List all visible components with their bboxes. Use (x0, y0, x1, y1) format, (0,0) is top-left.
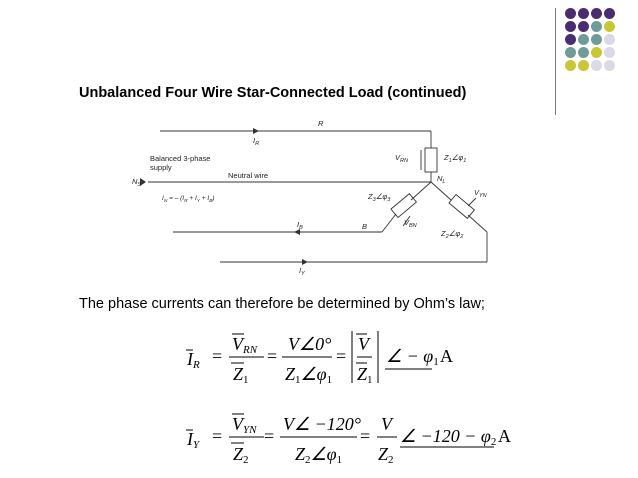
eq1-frac2-num: V∠0° (288, 334, 332, 354)
eq2-frac2-den: Z2∠φ1 (295, 444, 343, 466)
eq2-unit: A (498, 426, 511, 446)
label-ib: $I_B$ (297, 220, 303, 231)
svg-text:=: = (267, 346, 278, 366)
label-z3: $Z_3\angle\varphi_3$ (368, 192, 391, 203)
label-ns: $N_S$ (132, 177, 142, 188)
label-supply-1: Balanced 3-phase (150, 154, 211, 163)
svg-text:=: = (360, 426, 371, 446)
svg-text:=: = (212, 346, 223, 366)
eq1-frac1-den: Z1 (233, 364, 249, 386)
label-r: R (318, 119, 324, 128)
eq2-frac1-num: VYN (232, 414, 257, 436)
label-z1: $Z_1\angle\varphi_1$ (444, 153, 467, 164)
label-vyn: $V_{YN}$ (474, 188, 487, 199)
eq1-frac2-den: Z1∠φ1 (285, 364, 333, 386)
slide-title: Unbalanced Four Wire Star-Connected Load (continued) (79, 85, 467, 101)
label-vrn: $V_{RN}$ (395, 153, 408, 164)
label-neutral: Neutral wire (228, 171, 269, 180)
label-ir: $I_R$ (253, 136, 260, 147)
eq2-frac1-den: Z2 (233, 444, 249, 466)
eq1-unit: A (440, 346, 453, 366)
eq2-frac3-num: V (381, 414, 392, 434)
eq1-frac3-num: V (358, 334, 369, 354)
label-b: B (362, 222, 368, 231)
body-text: The phase currents can therefore be determined by Ohm’s law; (79, 296, 485, 312)
label-supply-2: supply (150, 163, 172, 172)
label-in-equation: $I_N$ = – $(I_R + I_Y + I_B)$ (162, 195, 215, 204)
eq1-frac1-num: VRN (232, 334, 258, 356)
label-nl: $N_L$ (437, 174, 446, 185)
eq2-frac2-num: V∠ −120° (283, 414, 361, 434)
eq1-frac3-den: Z1 (357, 364, 373, 386)
label-vbn: $V_{BN}$ (404, 218, 417, 229)
eq1-lhs: IR (187, 349, 200, 371)
svg-text:=: = (212, 426, 223, 446)
eq2-angle: ∠ −120 − φ2 (400, 426, 497, 448)
eq2-frac3-den: Z2 (378, 444, 394, 466)
eq2-lhs: IY (187, 429, 200, 451)
svg-text:=: = (264, 426, 275, 446)
eq1-angle: ∠ − φ1 (386, 346, 439, 368)
label-z2: $Z_2\angle\varphi_2$ (441, 229, 464, 240)
svg-text:=: = (336, 346, 347, 366)
label-iy: $I_Y$ (299, 266, 305, 277)
